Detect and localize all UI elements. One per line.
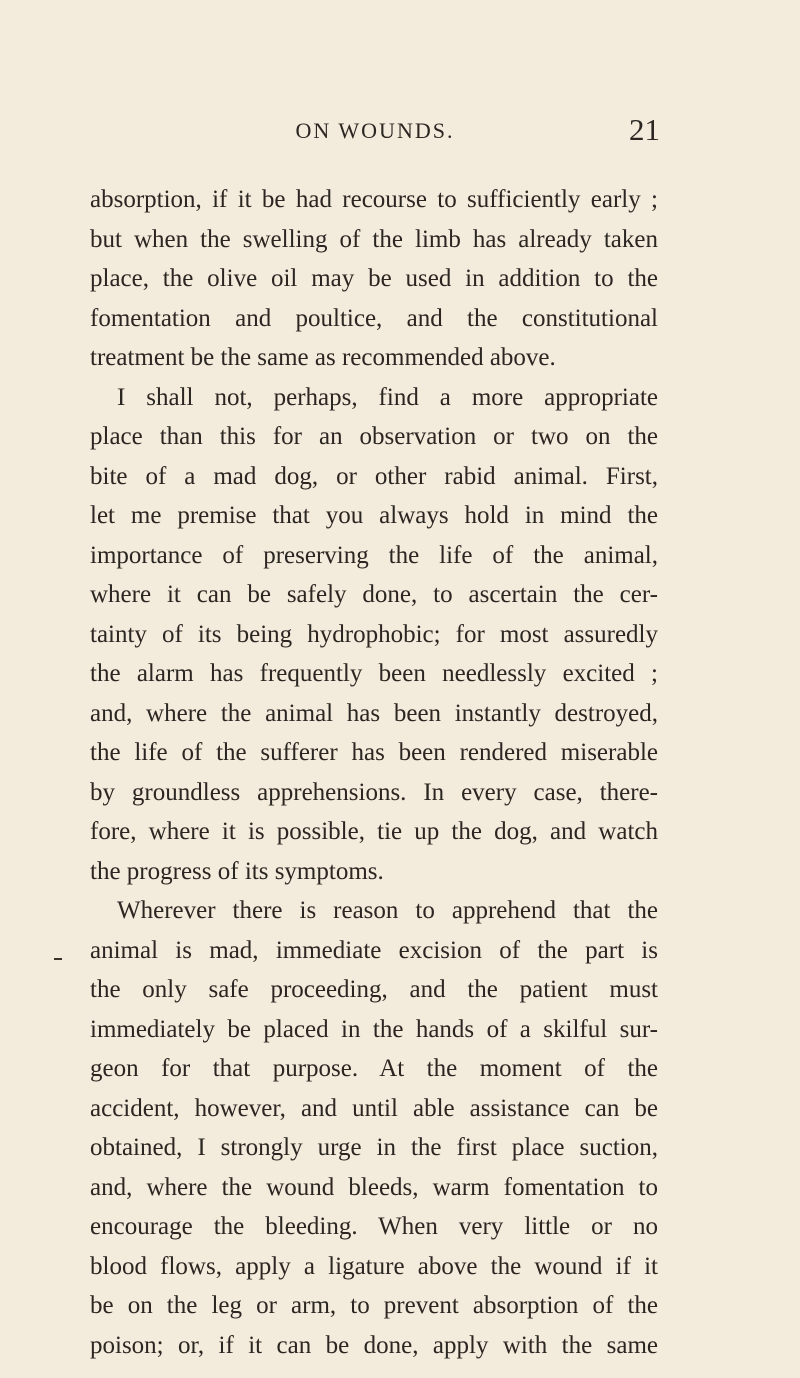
text-line: place than this for an observation or two on the xyxy=(90,423,658,450)
text-line: accident, however, and until able assistance can be xyxy=(90,1094,658,1122)
text-line: I shall not, perhaps, find a more appropriate xyxy=(117,383,658,411)
text-line: be on the leg or arm, to prevent absorption of the xyxy=(90,1292,658,1319)
text-line: poison; or, if it can be done, apply with the same xyxy=(90,1331,658,1359)
text-line: the life of the sufferer has been rendered miserable xyxy=(90,739,658,766)
page-number: 21 xyxy=(629,112,660,147)
text-line: treatment be the same as recommended above. xyxy=(90,344,556,371)
text-line: bite of a mad dog, or other rabid animal. First, xyxy=(90,462,658,490)
body-text xyxy=(90,180,658,1365)
chapter-title: ON WOUNDS. xyxy=(295,118,455,143)
text-line: Wherever there is reason to apprehend that the xyxy=(117,897,658,924)
text-line: encourage the bleeding. When very little or no xyxy=(90,1213,658,1240)
text-line: animal is mad, immediate excision of the part is xyxy=(90,936,658,964)
text-line: and, where the animal has been instantly destroyed, xyxy=(90,699,658,727)
text-line: geon for that purpose. At the moment of the xyxy=(90,1055,658,1082)
text-line: by groundless apprehensions. In every case, there- xyxy=(90,778,658,806)
text-line: but when the swelling of the limb has already taken xyxy=(90,225,658,253)
text-line: obtained, I strongly urge in the first place suction, xyxy=(90,1134,658,1161)
text-line: place, the olive oil may be used in addition to the xyxy=(90,265,658,292)
text-line: fomentation and poultice, and the constitutional xyxy=(90,304,658,332)
margin-mark xyxy=(54,958,62,960)
text-line: tainty of its being hydrophobic; for most assuredly xyxy=(90,620,658,648)
text-line: and, where the wound bleeds, warm fomentation to xyxy=(90,1173,658,1201)
text-line: fore, where it is possible, tie up the dog, and watch xyxy=(90,818,658,845)
running-header xyxy=(90,112,660,158)
text-line: the progress of its symptoms. xyxy=(90,857,384,885)
text-line: blood flows, apply a ligature above the wound if it xyxy=(90,1252,658,1280)
text-line: the only safe proceeding, and the patient must xyxy=(90,976,658,1003)
text-line: immediately be placed in the hands of a skilful sur- xyxy=(90,1015,658,1043)
text-line: where it can be safely done, to ascertain the cer- xyxy=(90,581,658,608)
text-line: absorption, if it be had recourse to sufficiently early ; xyxy=(90,186,658,213)
text-line: importance of preserving the life of the animal, xyxy=(90,541,658,569)
text-line: the alarm has frequently been needlessly excited ; xyxy=(90,660,658,687)
text-line: let me premise that you always hold in mind the xyxy=(90,502,658,529)
